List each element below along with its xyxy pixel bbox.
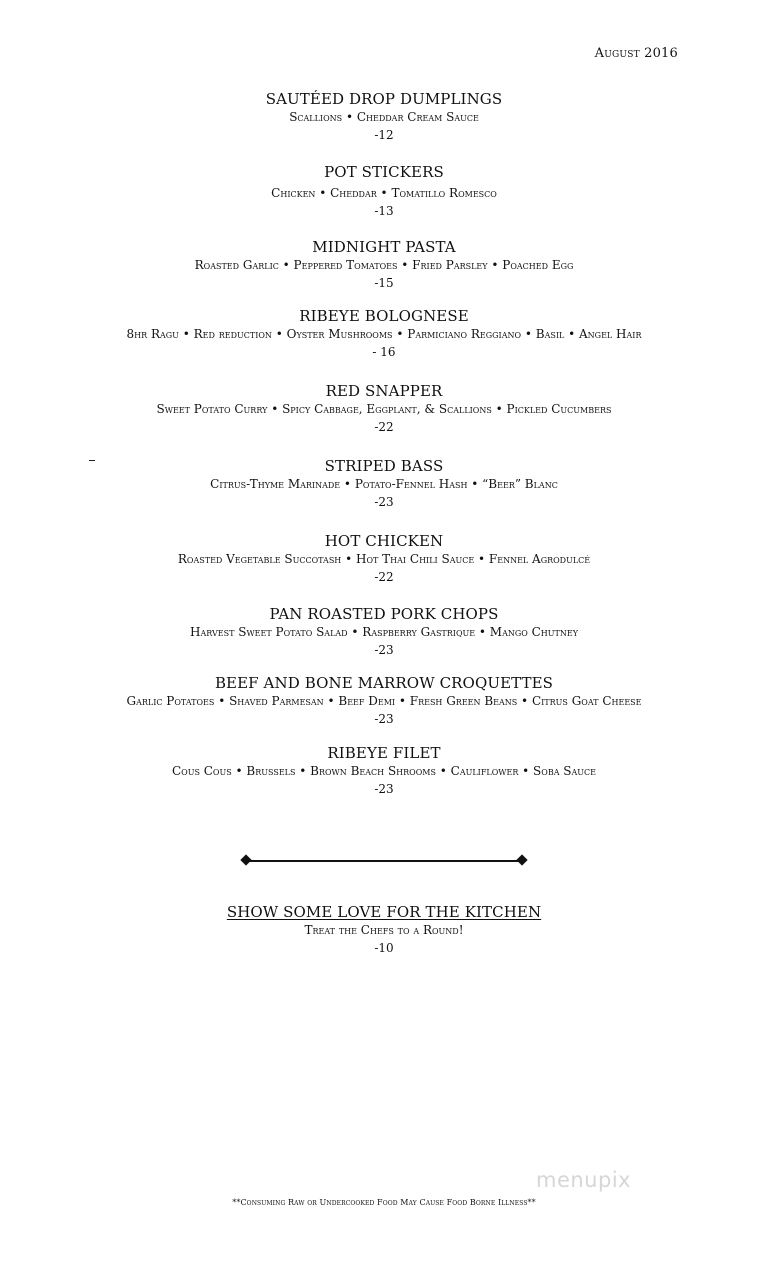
item-name: RIBEYE BOLOGNESE bbox=[299, 307, 469, 325]
menu-item bbox=[0, 163, 768, 221]
stray-dash-mark bbox=[89, 460, 95, 461]
item-description: 8hr Ragu • Red reduction • Oyster Mushrooms • Parmiciano Reggiano • Basil • Angel Hair bbox=[126, 327, 642, 341]
menu-item bbox=[0, 238, 768, 293]
item-description: Roasted Vegetable Succotash • Hot Thai Chili Sauce • Fennel Agrodulcé bbox=[177, 552, 591, 566]
item-price: - 16 bbox=[372, 345, 396, 359]
item-description: Citrus-Thyme Marinade • Potato-Fennel Hash • “Beer” Blanc bbox=[210, 477, 558, 491]
item-price: -15 bbox=[374, 276, 394, 290]
item-price: -23 bbox=[374, 712, 394, 726]
item-price: -22 bbox=[374, 420, 394, 434]
menu-item bbox=[0, 90, 768, 145]
item-description: Roasted Garlic • Peppered Tomatoes • Fried Parsley • Poached Egg bbox=[194, 258, 574, 272]
menu-item bbox=[0, 674, 768, 729]
item-name: PAN ROASTED PORK CHOPS bbox=[269, 605, 499, 623]
item-name: POT STICKERS bbox=[324, 163, 444, 181]
item-name: MIDNIGHT PASTA bbox=[312, 238, 456, 256]
menupix-watermark: menupix bbox=[536, 1168, 632, 1192]
item-description: Sweet Potato Curry • Spicy Cabbage, Eggplant, & Scallions • Pickled Cucumbers bbox=[156, 402, 612, 416]
menu-item bbox=[0, 532, 768, 587]
kitchen-tip-section bbox=[0, 903, 768, 958]
diamond-left-icon bbox=[240, 854, 251, 865]
divider-line bbox=[248, 860, 520, 862]
food-safety-disclaimer: **Consuming Raw or Undercooked Food May Cause Food Borne Illness** bbox=[232, 1198, 536, 1207]
item-price: -23 bbox=[374, 495, 394, 509]
kitchen-tip-description: Treat the Chefs to a Round! bbox=[304, 923, 464, 937]
item-price: -12 bbox=[374, 128, 394, 142]
item-description: Cous Cous • Brussels • Brown Beach Shrooms • Cauliflower • Soba Sauce bbox=[171, 764, 597, 778]
item-description: Harvest Sweet Potato Salad • Raspberry Gastrique • Mango Chutney bbox=[190, 625, 578, 639]
item-price: -23 bbox=[374, 643, 394, 657]
item-name: RED SNAPPER bbox=[325, 382, 443, 400]
item-description: Garlic Potatoes • Shaved Parmesan • Beef Demi • Fresh Green Beans • Citrus Goat Cheese bbox=[126, 694, 642, 708]
kitchen-tip-price: -10 bbox=[374, 941, 394, 955]
menu-items bbox=[0, 90, 768, 799]
item-name: BEEF AND BONE MARROW CROQUETTES bbox=[214, 674, 554, 692]
menu-date: August 2016 bbox=[594, 46, 678, 61]
menu-item bbox=[0, 307, 768, 362]
item-price: -13 bbox=[374, 204, 394, 218]
menu-item bbox=[0, 457, 768, 512]
item-price: -22 bbox=[374, 570, 394, 584]
item-description: Chicken • Cheddar • Tomatillo Romesco bbox=[271, 186, 497, 200]
kitchen-tip-title: SHOW SOME LOVE FOR THE KITCHEN bbox=[226, 903, 542, 921]
menu-item bbox=[0, 382, 768, 437]
item-price: -23 bbox=[374, 782, 394, 796]
diamond-right-icon bbox=[516, 854, 527, 865]
item-name: RIBEYE FILET bbox=[327, 744, 441, 762]
menu-item bbox=[0, 744, 768, 799]
item-name: SAUTÉED DROP DUMPLINGS bbox=[265, 90, 503, 108]
diamond-divider bbox=[242, 855, 526, 867]
item-name: HOT CHICKEN bbox=[324, 532, 444, 550]
item-description: Scallions • Cheddar Cream Sauce bbox=[289, 110, 479, 124]
item-name: STRIPED BASS bbox=[324, 457, 444, 475]
menu-item bbox=[0, 605, 768, 660]
